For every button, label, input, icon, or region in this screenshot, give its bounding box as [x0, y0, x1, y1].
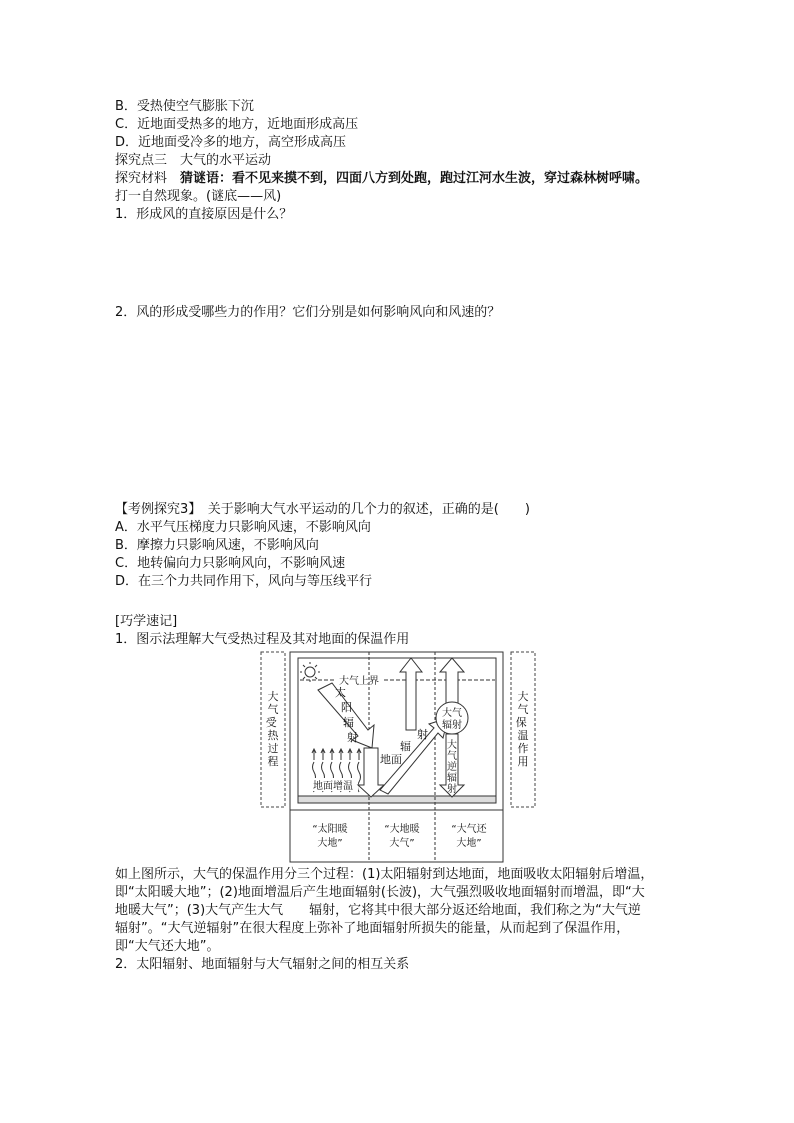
heat-rise-arrows: [312, 749, 361, 760]
sun-icon: [300, 662, 320, 682]
example-option-d: D．在三个力共同作用下，风向与等压线平行: [115, 574, 373, 589]
right-label-text: 大气保 温作用: [515, 690, 529, 768]
option-c-line: C．近地面受热多的地方，近地面形成高压: [115, 117, 359, 132]
caption-ground-warms-air: “大地暖大气”: [384, 824, 420, 849]
caption-sun-warms-ground: “太阳暖大地”: [312, 824, 348, 849]
counter-radiation-label: 大气逆辐射: [447, 740, 457, 795]
ground-warming-label: 地面增温: [313, 781, 353, 792]
paragraph-line-2: 即“太阳暖大地”；(2)地面增温后产生地面辐射(长波)，大气强烈吸收地面辐射而增温，即“大: [115, 885, 645, 900]
question-2: 2．风的形成受哪些力的作用？它们分别是如何影响风向和风速的？: [115, 305, 501, 320]
memory-tips-heading: [巧学速记]: [115, 614, 178, 629]
atmospheric-radiation-up-arrow: [440, 658, 464, 705]
material-label: 探究材料: [115, 171, 181, 186]
question-1: 1．形成风的直接原因是什么？: [115, 207, 293, 222]
paragraph-line-1: 如上图所示，大气的保温作用分三个过程：(1)太阳辐射到达地面，地面吸收太阳辐射后增温，: [115, 867, 654, 882]
example-question: 【考例探究3】 关于影响大气水平运动的几个力的叙述，正确的是( ): [115, 502, 530, 517]
tip-2-title: 2．太阳辐射、地面辐射与大气辐射之间的相互关系: [115, 957, 410, 972]
section-heading: 探究点三 大气的水平运动: [115, 153, 272, 168]
example-option-a: A．水平气压梯度力只影响风速，不影响风向: [115, 520, 371, 535]
ground-band: [298, 796, 496, 803]
ground-radiation-escape-arrow: [400, 658, 422, 730]
option-b-line: B．受热使空气膨胀下沉: [115, 99, 254, 114]
riddle-answer: 打一自然现象。(谜底——风): [115, 189, 282, 204]
example-option-b: B．摩擦力只影响风速，不影响风向: [115, 538, 319, 553]
caption-air-returns-ground: “大气还大地”: [451, 824, 487, 849]
solar-radiation-label: 太阳辐射: [335, 686, 358, 744]
option-d-line: D．近地面受冷多的地方，高空形成高压: [115, 135, 347, 150]
ground-radiation-label: 地面辐射: [380, 728, 428, 766]
paragraph-line-5: 即“大气还大地”。: [115, 939, 220, 954]
paragraph-line-3: 地暖大气”；(3)大气产生大气 辐射，它将其中很大部分返还给地面，我们称之为“大气逆: [115, 903, 641, 918]
paragraph-line-4: 辐射”。“大气逆辐射”在很大程度上弥补了地面辐射所损失的能量，从而起到了保温作用，: [115, 921, 630, 936]
tip-1-title: 1．图示法理解大气受热过程及其对地面的保温作用: [115, 632, 410, 647]
example-option-c: C．地转偏向力只影响风向，不影响风速: [115, 556, 346, 571]
atmospheric-radiation-label: 大气辐射: [442, 708, 462, 731]
riddle-text: 猜谜语：看不见来摸不到，四面八方到处跑，跑过江河水生波，穿过森林树呼啸。: [180, 171, 649, 186]
atmosphere-top-label: 大气上界: [339, 676, 379, 687]
left-label-text: 大气受 热过程: [265, 690, 279, 768]
